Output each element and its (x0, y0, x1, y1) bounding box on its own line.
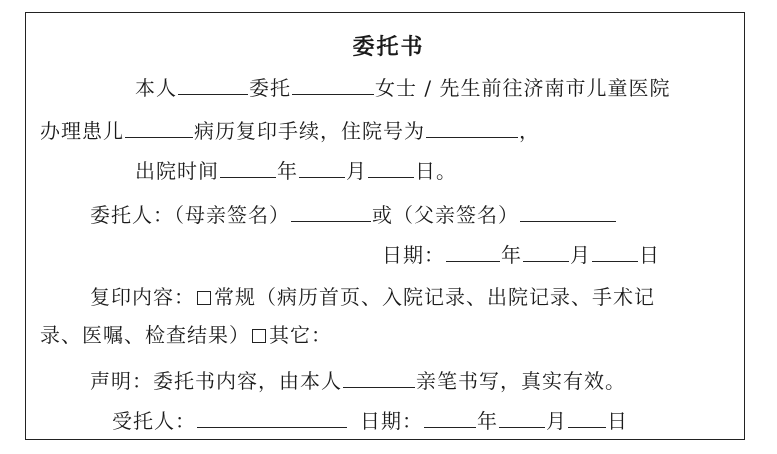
line-discharge-date: 出院时间 年 月 日。 (135, 159, 457, 183)
line-principal-signature: 委托人：（母亲签名） 或（父亲签名） (90, 201, 617, 227)
discharge-year-blank[interactable] (220, 157, 276, 178)
sign-year-blank[interactable] (446, 241, 500, 262)
line-copy-content-cont: 录、医嘱、检查结果） 其它： (40, 323, 332, 347)
line-principal: 本人 委托 女士 / 先生前往济南市儿童医院 (135, 76, 671, 100)
agent-signature-blank[interactable] (197, 407, 347, 428)
mother-signature-blank[interactable] (291, 201, 371, 222)
line-copy-content: 复印内容： 常规（病历首页、入院记录、出院记录、手术记 (90, 285, 655, 309)
discharge-month-blank[interactable] (299, 157, 345, 178)
routine-checkbox[interactable] (197, 291, 211, 305)
father-signature-blank[interactable] (520, 201, 616, 222)
line-declaration: 声明：委托书内容，由本人 亲笔书写，真实有效。 (90, 369, 626, 393)
line-agent-signature: 受托人： 日期： 年 月 日 (112, 409, 628, 433)
agent-day-blank[interactable] (568, 407, 606, 428)
agent-month-blank[interactable] (499, 407, 545, 428)
sign-month-blank[interactable] (523, 241, 569, 262)
agent-year-blank[interactable] (424, 407, 476, 428)
agent-name-blank[interactable] (292, 74, 374, 95)
sign-day-blank[interactable] (592, 241, 638, 262)
admission-number-blank[interactable] (426, 117, 518, 138)
document-title: 委托书 (352, 34, 425, 60)
other-checkbox[interactable] (252, 329, 266, 343)
line-patient: 办理患儿 病历复印手续，住院号为 ， (40, 119, 540, 143)
line-sign-date: 日期： 年 月 日 (382, 243, 660, 267)
declarant-name-blank[interactable] (343, 367, 415, 388)
principal-name-blank[interactable] (178, 74, 248, 95)
patient-name-blank[interactable] (125, 117, 193, 138)
discharge-day-blank[interactable] (368, 157, 414, 178)
